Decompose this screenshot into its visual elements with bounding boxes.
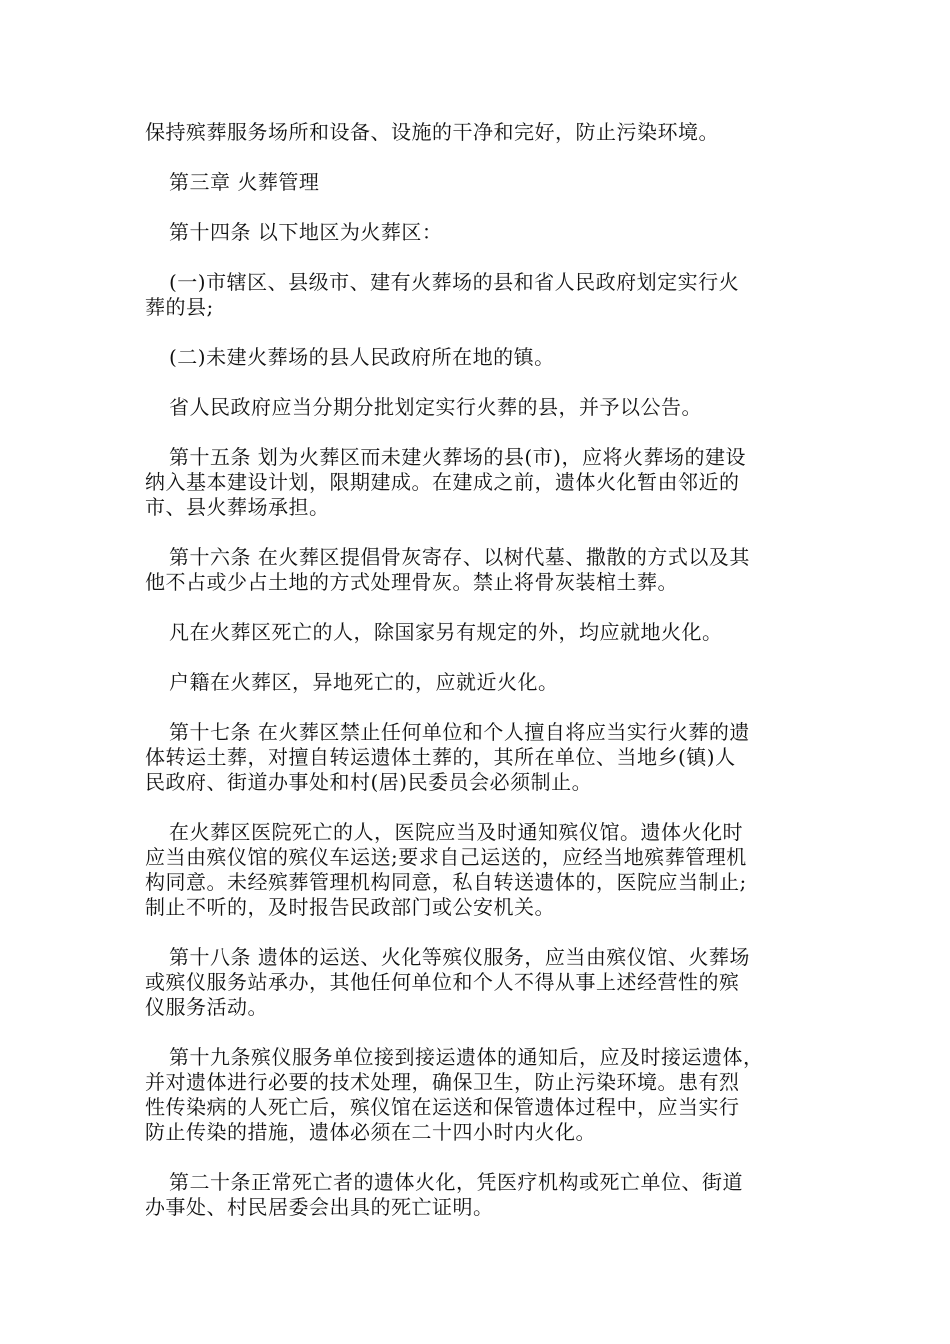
text-line: 第十四条 以下地区为火葬区： [169, 220, 443, 244]
text-line: 在火葬区医院死亡的人，医院应当及时通知殡仪馆。遗体火化时 [169, 820, 743, 844]
chapter-heading [145, 170, 815, 195]
text-line: 体转运土葬，对擅自转运遗体土葬的，其所在单位、当地乡(镇)人 [145, 745, 736, 769]
text-line: 办事处、村民居委会出具的死亡证明。 [145, 1195, 494, 1219]
article-16-clause-2 [145, 620, 815, 645]
paragraph-0 [145, 120, 815, 145]
text-line: 第二十条正常死亡者的遗体火化，凭医疗机构或死亡单位、街道 [169, 1170, 743, 1194]
article-19 [145, 1045, 815, 1145]
text-line: (一)市辖区、县级市、建有火葬场的县和省人民政府划定实行火 [169, 270, 740, 294]
article-15 [145, 445, 815, 520]
text-line: (二)未建火葬场的县人民政府所在地的镇。 [169, 345, 555, 369]
article-16-clause-3 [145, 670, 815, 695]
text-line: 防止传染的措施，遗体必须在二十四小时内火化。 [145, 1120, 596, 1144]
article-18 [145, 945, 815, 1020]
text-line: 性传染病的人死亡后，殡仪馆在运送和保管遗体过程中，应当实行 [145, 1095, 740, 1119]
text-line: 纳入基本建设计划，限期建成。在建成之前，遗体火化暂由邻近的 [145, 470, 740, 494]
text-line: 市、县火葬场承担。 [145, 495, 330, 519]
article-14-item-2 [145, 345, 815, 370]
article-14-item-1 [145, 270, 815, 320]
text-line: 户籍在火葬区，异地死亡的，应就近火化。 [169, 670, 559, 694]
text-line: 第十五条 划为火葬区而未建火葬场的县(市)，应将火葬场的建设 [169, 445, 746, 469]
article-20 [145, 1170, 815, 1220]
text-line: 应当由殡仪馆的殡仪车运送;要求自己运送的，应经当地殡葬管理机 [145, 845, 747, 869]
article-17 [145, 720, 815, 795]
text-line: 构同意。未经殡葬管理机构同意，私自转送遗体的，医院应当制止; [145, 870, 747, 894]
article-16 [145, 545, 815, 595]
text-line: 第十八条 遗体的运送、火化等殡仪服务，应当由殡仪馆、火葬场 [169, 945, 750, 969]
article-17-clause-2 [145, 820, 815, 920]
document-page [145, 120, 815, 1245]
text-line: 民政府、街道办事处和村(居)民委员会必须制止。 [145, 770, 593, 794]
article-14 [145, 220, 815, 245]
text-line: 省人民政府应当分期分批划定实行火葬的县，并予以公告。 [169, 395, 702, 419]
text-line: 保持殡葬服务场所和设备、设施的干净和完好，防止污染环境。 [145, 120, 719, 144]
text-line: 并对遗体进行必要的技术处理，确保卫生，防止污染环境。患有烈 [145, 1070, 740, 1094]
text-line: 第十九条殡仪服务单位接到接运遗体的通知后，应及时接运遗体， [169, 1045, 764, 1069]
text-line: 第三章 火葬管理 [169, 170, 320, 194]
article-14-note [145, 395, 815, 420]
text-line: 制止不听的，及时报告民政部门或公安机关。 [145, 895, 555, 919]
text-line: 凡在火葬区死亡的人，除国家另有规定的外，均应就地火化。 [169, 620, 723, 644]
text-line: 第十七条 在火葬区禁止任何单位和个人擅自将应当实行火葬的遗 [169, 720, 750, 744]
text-line: 仪服务活动。 [145, 995, 268, 1019]
text-line: 第十六条 在火葬区提倡骨灰寄存、以树代墓、撒散的方式以及其 [169, 545, 750, 569]
text-line: 或殡仪服务站承办，其他任何单位和个人不得从事上述经营性的殡 [145, 970, 740, 994]
text-line: 他不占或少占土地的方式处理骨灰。禁止将骨灰装棺土葬。 [145, 570, 678, 594]
text-line: 葬的县; [145, 295, 214, 319]
